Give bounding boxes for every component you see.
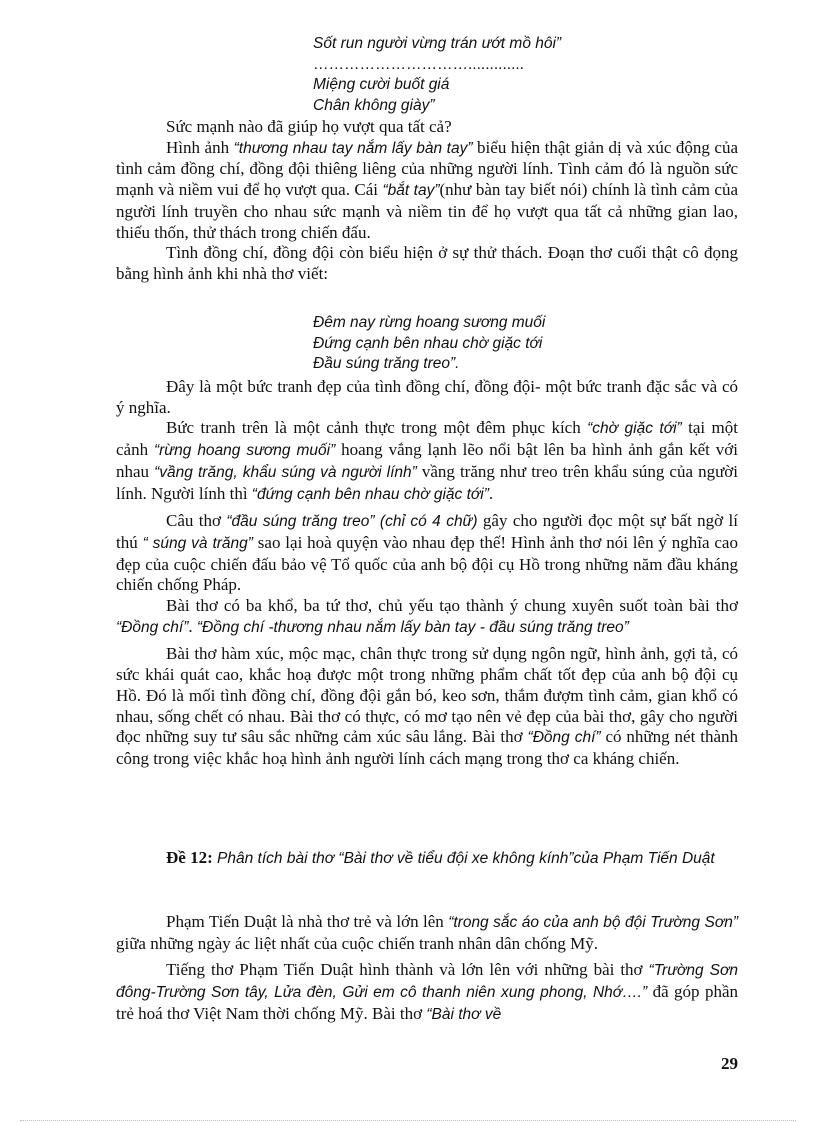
paragraph: Bài thơ hàm xúc, mộc mạc, chân thực trong sử dụng ngôn ngữ, hình ảnh, gợi tả, có sức khái quát cao, khắc hoạ được một trong những phẩm chất tốt đẹp của anh bộ đội cụ Hồ. Đó là mối tình đồng chí, đồng đội gắn bó, keo sơn, thắm đượm tình cảm, gian khổ có nhau, sống chết có nhau. Bài thơ có thực, có mơ tạo nên vẻ đẹp của bài thơ, gây cho người đọc những suy tư sâu sắc những cảm xúc sâu lắng. Bài thơ “Đồng chí” có những nét thành công trong việc khắc hoạ hình ảnh người lính cách mạng trong thơ ca kháng chiến.: [116, 644, 738, 768]
body-text-2: [116, 377, 738, 770]
paragraph: Câu thơ “đầu súng trăng treo” (chỉ có 4 chữ) gây cho người đọc một sự bất ngờ lí thú “ súng và trăng” sao lại hoà quyện vào nhau đẹp thế! Hình ảnh thơ nói lên ý nghĩa cao đẹp của cuộc chiến đấu bảo vệ Tổ quốc của anh bộ đội cụ Hồ trong những năm đầu kháng chiến chống Pháp.: [116, 511, 738, 595]
paragraph: Tình đồng chí, đồng đội còn biểu hiện ở sự thử thách. Đoạn thơ cuối thật cô đọng bằng hình ảnh khi nhà thơ viết:: [116, 243, 738, 283]
verse-line: Đầu súng trăng treo”.: [313, 355, 460, 373]
paragraph: Tiếng thơ Phạm Tiến Duật hình thành và lớn lên với những bài thơ “Trường Sơn đông-Trường Sơn tây, Lửa đèn, Gửi em cô thanh niên xung phong, Nhớ….” đã góp phần trẻ hoá thơ Việt Nam thời chống Mỹ. Bài thơ “Bài thơ về: [116, 960, 739, 1023]
body-text-3: [116, 912, 738, 1026]
section-heading: [116, 848, 738, 870]
heading-label: Đề 12:: [166, 848, 213, 867]
paragraph: Hình ảnh “thương nhau tay nắm lấy bàn tay” biểu hiện thật giản dị và xúc động của tình cảm đồng chí, đồng đội thiêng liêng của những người lính. Tình cảm đó là nguồn sức mạnh và niềm vui để họ vượt qua. Cái “bắt tay”(như bàn tay biết nói) chính là tình cảm của người lính truyền cho nhau sức mạnh và niềm tin để họ vượt qua tất cả những gian lao, thiếu thốn, thử thách trong chiến đấu.: [116, 137, 739, 242]
verse-block-1: [313, 34, 561, 117]
verse-block-2: [313, 313, 545, 375]
paragraph: Đây là một bức tranh đẹp của tình đồng chí, đồng đội- một bức tranh đặc sắc và có ý nghĩa.: [116, 377, 738, 417]
verse-line: Chân không giày”: [313, 97, 435, 115]
paragraph: Bức tranh trên là một cảnh thực trong một đêm phục kích “chờ giặc tới” tại một cảnh “rừng hoang sương muối” hoang vắng lạnh lẽo nổi bật lên ba hình ảnh gắn kết với nhau “vầng trăng, khẩu súng và người lính” vầng trăng như treo trên khẩu súng của người lính. Người lính thì “đứng cạnh bên nhau chờ giặc tới”.: [116, 418, 738, 503]
page-border: [20, 1120, 796, 1121]
heading-text: Phân tích bài thơ “Bài thơ về tiểu đội xe không kính”của Phạm Tiến Duật: [212, 850, 715, 867]
verse-line: Sốt run người vừng trán ướt mồ hôi”: [313, 35, 562, 52]
page-number: 29: [721, 1054, 738, 1073]
verse-line: Miệng cười buốt giá: [313, 76, 450, 94]
paragraph: Sức mạnh nào đã giúp họ vượt qua tất cả?: [166, 117, 452, 136]
verse-line: Đêm nay rừng hoang sương muối: [313, 314, 546, 331]
body-text-1: [116, 117, 738, 285]
paragraph: Bài thơ có ba khổ, ba tứ thơ, chủ yếu tạo thành ý chung xuyên suốt toàn bài thơ “Đồng chí”. “Đồng chí -thương nhau nắm lấy bàn tay - đầu súng trăng treo”: [116, 596, 738, 636]
paragraph: Phạm Tiến Duật là nhà thơ trẻ và lớn lên “trong sắc áo của anh bộ đội Trường Sơn” giữa những ngày ác liệt nhất của cuộc chiến tranh nhân dân chống Mỹ.: [116, 912, 739, 953]
verse-line: ………………………….............: [313, 55, 524, 73]
verse-line: Đứng cạnh bên nhau chờ giặc tới: [313, 334, 543, 352]
